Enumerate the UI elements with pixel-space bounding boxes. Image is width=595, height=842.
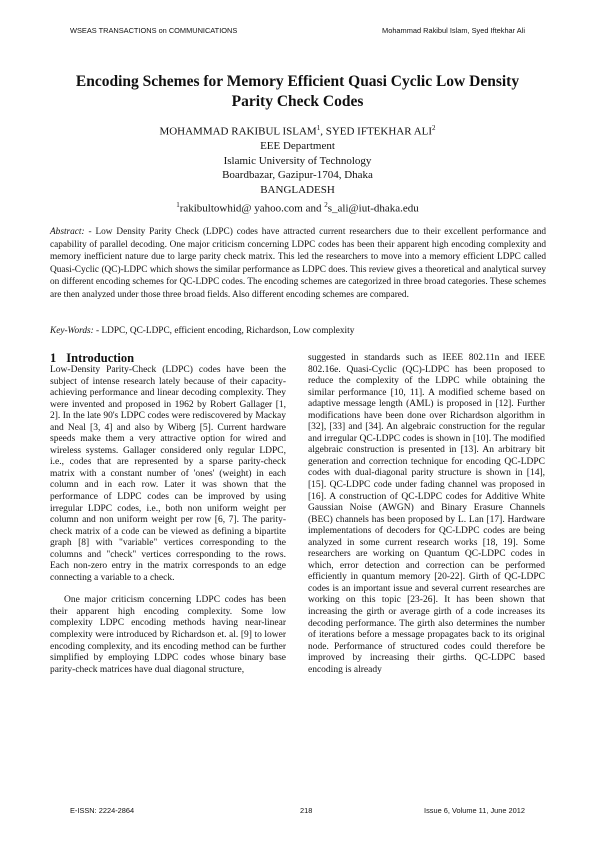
section-title-text: Introduction: [66, 351, 135, 365]
keywords-label: Key-Words:: [50, 326, 94, 336]
email-1-mark: 1: [176, 200, 180, 209]
paragraph: Low-Density Parity-Check (LDPC) codes have been the subject of intense research lately because of their capacity-achieving performance and linear decoding complexity. They were invented and proposed in 1962 by Robert Gallager [1, 2]. In the late 90's LDPC codes were rediscovered by Mackay and Neal [3, 4] and also by Wiberg [5]. Current hardware speeds make them a very attractive option for wired and wireless systems. Gallager considered only regular LDPC, i.e., codes that are represented by a sparse parity-check matrix with a constant number of 'ones' (weight) in each column and in each row. Later it was shown that the performance of LDPC codes can be improved by using irregular LDPC codes, i.e., both non uniform weight per column and non uniform weight per row [6, 7]. The parity-check matrix of a code can be viewed as defining a bipartite graph [8] with "variable" vertices corresponding to the columns and "check" vertices corresponding to the rows. Each non-zero entry in the matrix corresponds to an edge connecting a variable to a check.: [50, 365, 286, 583]
email-2-mark: 2: [324, 200, 328, 209]
page-number: 218: [300, 806, 313, 815]
country: BANGLADESH: [260, 184, 335, 197]
author-1-affil: 1: [316, 124, 321, 132]
section-number: 1: [50, 351, 57, 365]
author-1: MOHAMMAD RAKIBUL ISLAM: [159, 125, 317, 138]
header-authors: Mohammad Rakibul Islam, Syed Iftekhar Ali: [382, 26, 525, 35]
author-2: SYED IFTEKHAR ALI: [325, 125, 433, 138]
title-line-1: Encoding Schemes for Memory Efficient Quasi Cyclic Low Density: [75, 73, 520, 90]
issn: E-ISSN: 2224-2864: [70, 806, 135, 815]
title-line-2: Parity Check Codes: [231, 93, 364, 110]
journal-name: WSEAS TRANSACTIONS on COMMUNICATIONS: [70, 26, 238, 35]
author-2-affil: 2: [432, 124, 436, 132]
keywords: [50, 325, 546, 338]
author-separator: ,: [320, 125, 326, 138]
abstract-label: Abstract:: [50, 227, 85, 237]
paragraph: One major criticism concerning LDPC codes has been their apparent high encoding complexity. Some low complexity LDPC encoding methods having near-linear complexity were introduced by Richardson et. al. [9] to lower encoding complexity, and its encoding method can be further simplified by employing LDPC codes whose binary base parity-check matrices have dual diagonal structure,: [50, 595, 286, 675]
emails: [40, 198, 555, 216]
keywords-text: - LDPC, QC-LDPC, efficient encoding, Richardson, Low complexity: [93, 326, 355, 336]
left-column: [50, 365, 286, 676]
running-header: [70, 26, 525, 35]
right-column: [308, 353, 545, 676]
issue-info: Issue 6, Volume 11, June 2012: [424, 806, 525, 815]
email-1: rakibultowhid@ yahoo.com and: [179, 202, 325, 215]
university: Islamic University of Technology: [223, 154, 372, 167]
paper-title: [40, 72, 555, 112]
paragraph: suggested in standards such as IEEE 802.11n and IEEE 802.16e. Quasi-Cyclic (QC)-LDPC has been proposed to reduce the complexity of the LDPC while obtaining the similar performance [10, 11]. A modified scheme based on adaptive message length (AML) is proposed in [12]. Further modifications have been done over Richardson algorithm in [32], [33] and [34]. An algebraic construction for the regular and irregular QC-LDPC codes is shown in [10]. The modified algebraic construction is presented in [13]. An arbitrary bit generation and correction technique for encoding QC-LDPC codes with dual-diagonal parity structure is shown in [14], [15]. QC-LDPC code under fading channel was proposed in [16]. A construction of QC-LDPC codes for Additive White Gaussian Noise (AWGN) and Binary Erasure Channels (BEC) channels has been proposed by L. Lan [17]. Hardware implementations of decoders for QC-LDPC codes are being analyzed in some current research works [18, 19]. Some researchers are working on Quantum QC-LDPC codes in which, error detection and correction can be performed efficiently in quantum memory [20-22]. Girth of QC-LDPC codes is an important issue and several current researches are working on this topic [23-26]. It has been shown that increasing the girth or average girth of a code increases its decoding performance. The girth also determines the number of iterations before a message propagates back to its original node. Performance of structured codes could therefore be improved by increasing their girths. QC-LDPC based encoding is already: [308, 353, 545, 675]
section-heading: [50, 351, 134, 366]
author-block: [40, 121, 555, 216]
email-2: s_ali@iut-dhaka.edu: [327, 202, 419, 215]
abstract-text: - Low Density Parity Check (LDPC) codes have attracted current researchers due to their excellent performance and capability of parallel decoding. One major criticism concerning LDPC codes has been their apparent high encoding complexity and memory inefficient nature due to large parity check matrix. This led the researchers to move into a memory efficient LDPC called Quasi-Cyclic (QC)-LDPC which shows the similar performance as LDPC does. This review gives a theoretical and analytical survey on different encoding schemes for QC-LDPC codes. The encoding schemes are categorized in three broad categories. These schemes are then analyzed under those three broad fields. Also different encoding schemes are compared.: [50, 227, 546, 300]
department: EEE Department: [260, 140, 335, 153]
abstract: [50, 226, 546, 302]
author-names: [40, 121, 555, 139]
address: Boardbazar, Gazipur-1704, Dhaka: [222, 169, 373, 182]
